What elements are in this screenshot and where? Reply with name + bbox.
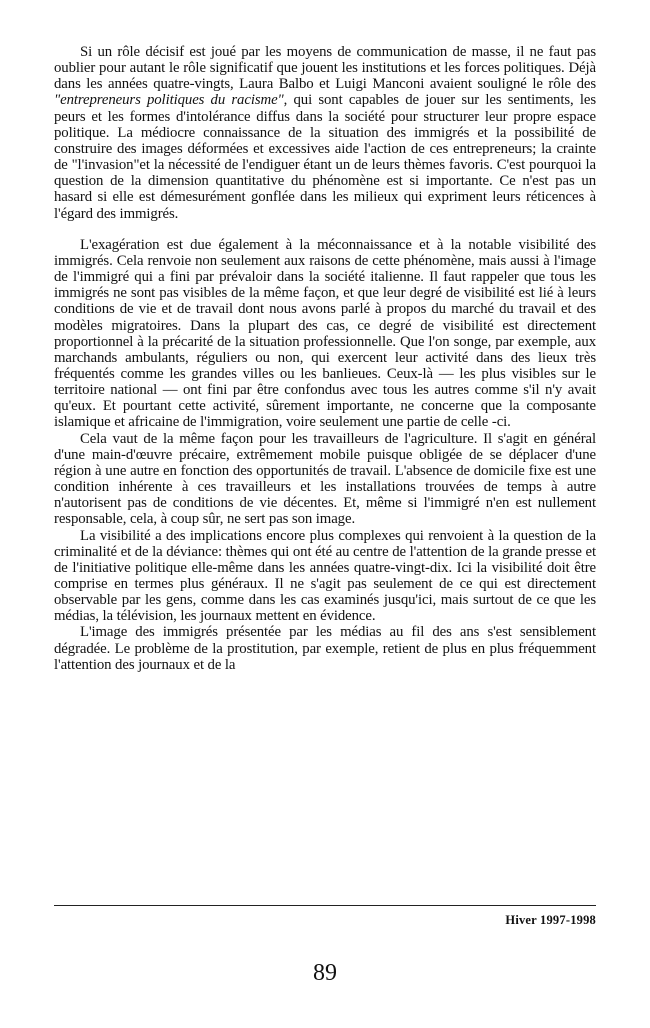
footer-divider (54, 905, 596, 906)
paragraph-1-text-a: Si un rôle décisif est joué par les moyens de communication de masse, il ne faut pas oublier pour autant le rôle significatif que jouent les institutions et les forces politiques. Déjà dans les années quatre-vingts, Laura Balbo et Luigi Manconi avaient souligné le rôle des (54, 44, 596, 93)
page-number: 89 (313, 960, 337, 986)
paragraph-1 (54, 44, 596, 222)
paragraph-4: La visibilité a des implications encore plus complexes qui renvoient à la question de la criminalité et de la déviance: thèmes qui ont été au centre de l'attention de la grande presse et de l'initiative politique elle-même dans les années quatre-vingt-dix. Ici la visibilité doit être comprise en termes plus généraux. Il ne s'agit pas seulement de ce qui est directement observable par les gens, comme dans les cas examinés jusqu'ici, mais surtout de ce que les médias, la télévision, les journaux mettent en évidence. (54, 527, 596, 625)
article-body (54, 44, 596, 673)
issue-label: Hiver 1997-1998 (505, 913, 596, 927)
paragraph-3: Cela vaut de la même façon pour les travailleurs de l'agriculture. Il s'agit en général d'une main-d'œuvre précaire, extrêmement mobile puisque obligée de se déplacer d'une région à une autre en fonction des opportunités de travail. L'absence de domicile fixe est une condition inhérente à ces travailleurs et les installations trouvées de temps à autre n'autorisent pas de conditions de vie décentes. Et, même si l'immigré n'en est nullement responsable, cela, à coup sûr, ne sert pas son image. (54, 430, 596, 528)
paragraph-5: L'image des immigrés présentée par les médias au fil des ans s'est sensiblement dégradée. Le problème de la prostitution, par exemple, retient de plus en plus fréquemment l'attention des journaux et de la (54, 624, 596, 673)
paragraph-2: L'exagération est due également à la méconnaissance et à la notable visibilité des immigrés. Cela renvoie non seulement aux raisons de cette phénomène, mais aussi à l'image de l'immigré qui a fini par prévaloir dans la société italienne. Il faut rappeler que tous les immigrés ne sont pas visibles de la même façon, et que leur degré de visibilité est lié à leurs conditions de vie et de travail dont nous avons parlé à propos du marché du travail et des modèles migratoires. Dans la plupart des cas, ce degré de visibilité est directement proportionnel à la précarité de la situation professionnelle. Que l'on songe, par exemple, aux marchands ambulants, réguliers ou non, qui exercent leur activité dans des lieux très fréquentés comme les grandes villes ou les banlieues. Ceux-là — les plus visibles sur le territoire national — ont fini par être confondus avec tous les autres comme s'il n'y avait qu'eux. Et pourtant cette activité, sûrement importante, ne concerne que la composante islamique et africaine de l'immigration, voire seulement une partie de celle -ci. (54, 236, 596, 431)
paragraph-1-text-b: , qui sont capables de jouer sur les sentiments, les peurs et les formes d'intolérance diffus dans la société pour structurer leur propre espace politique. La médiocre connaissance de la situation des immigrés et la possibilité de construire des images déformées et excessives aide l'action de ces entrepreneurs; la crainte de "l'invasion"et la nécessité de l'endiguer étant un de leurs thèmes favoris. C'est pourquoi la question de la dimension quantitative du phénomène est si importante. Ce n'est pas un hasard si elle est démesurément gonflée dans les milieux qui expriment leurs réticences à l'égard des immigrés. (54, 92, 596, 222)
quoted-phrase: "entrepreneurs politiques du racisme" (54, 92, 284, 109)
